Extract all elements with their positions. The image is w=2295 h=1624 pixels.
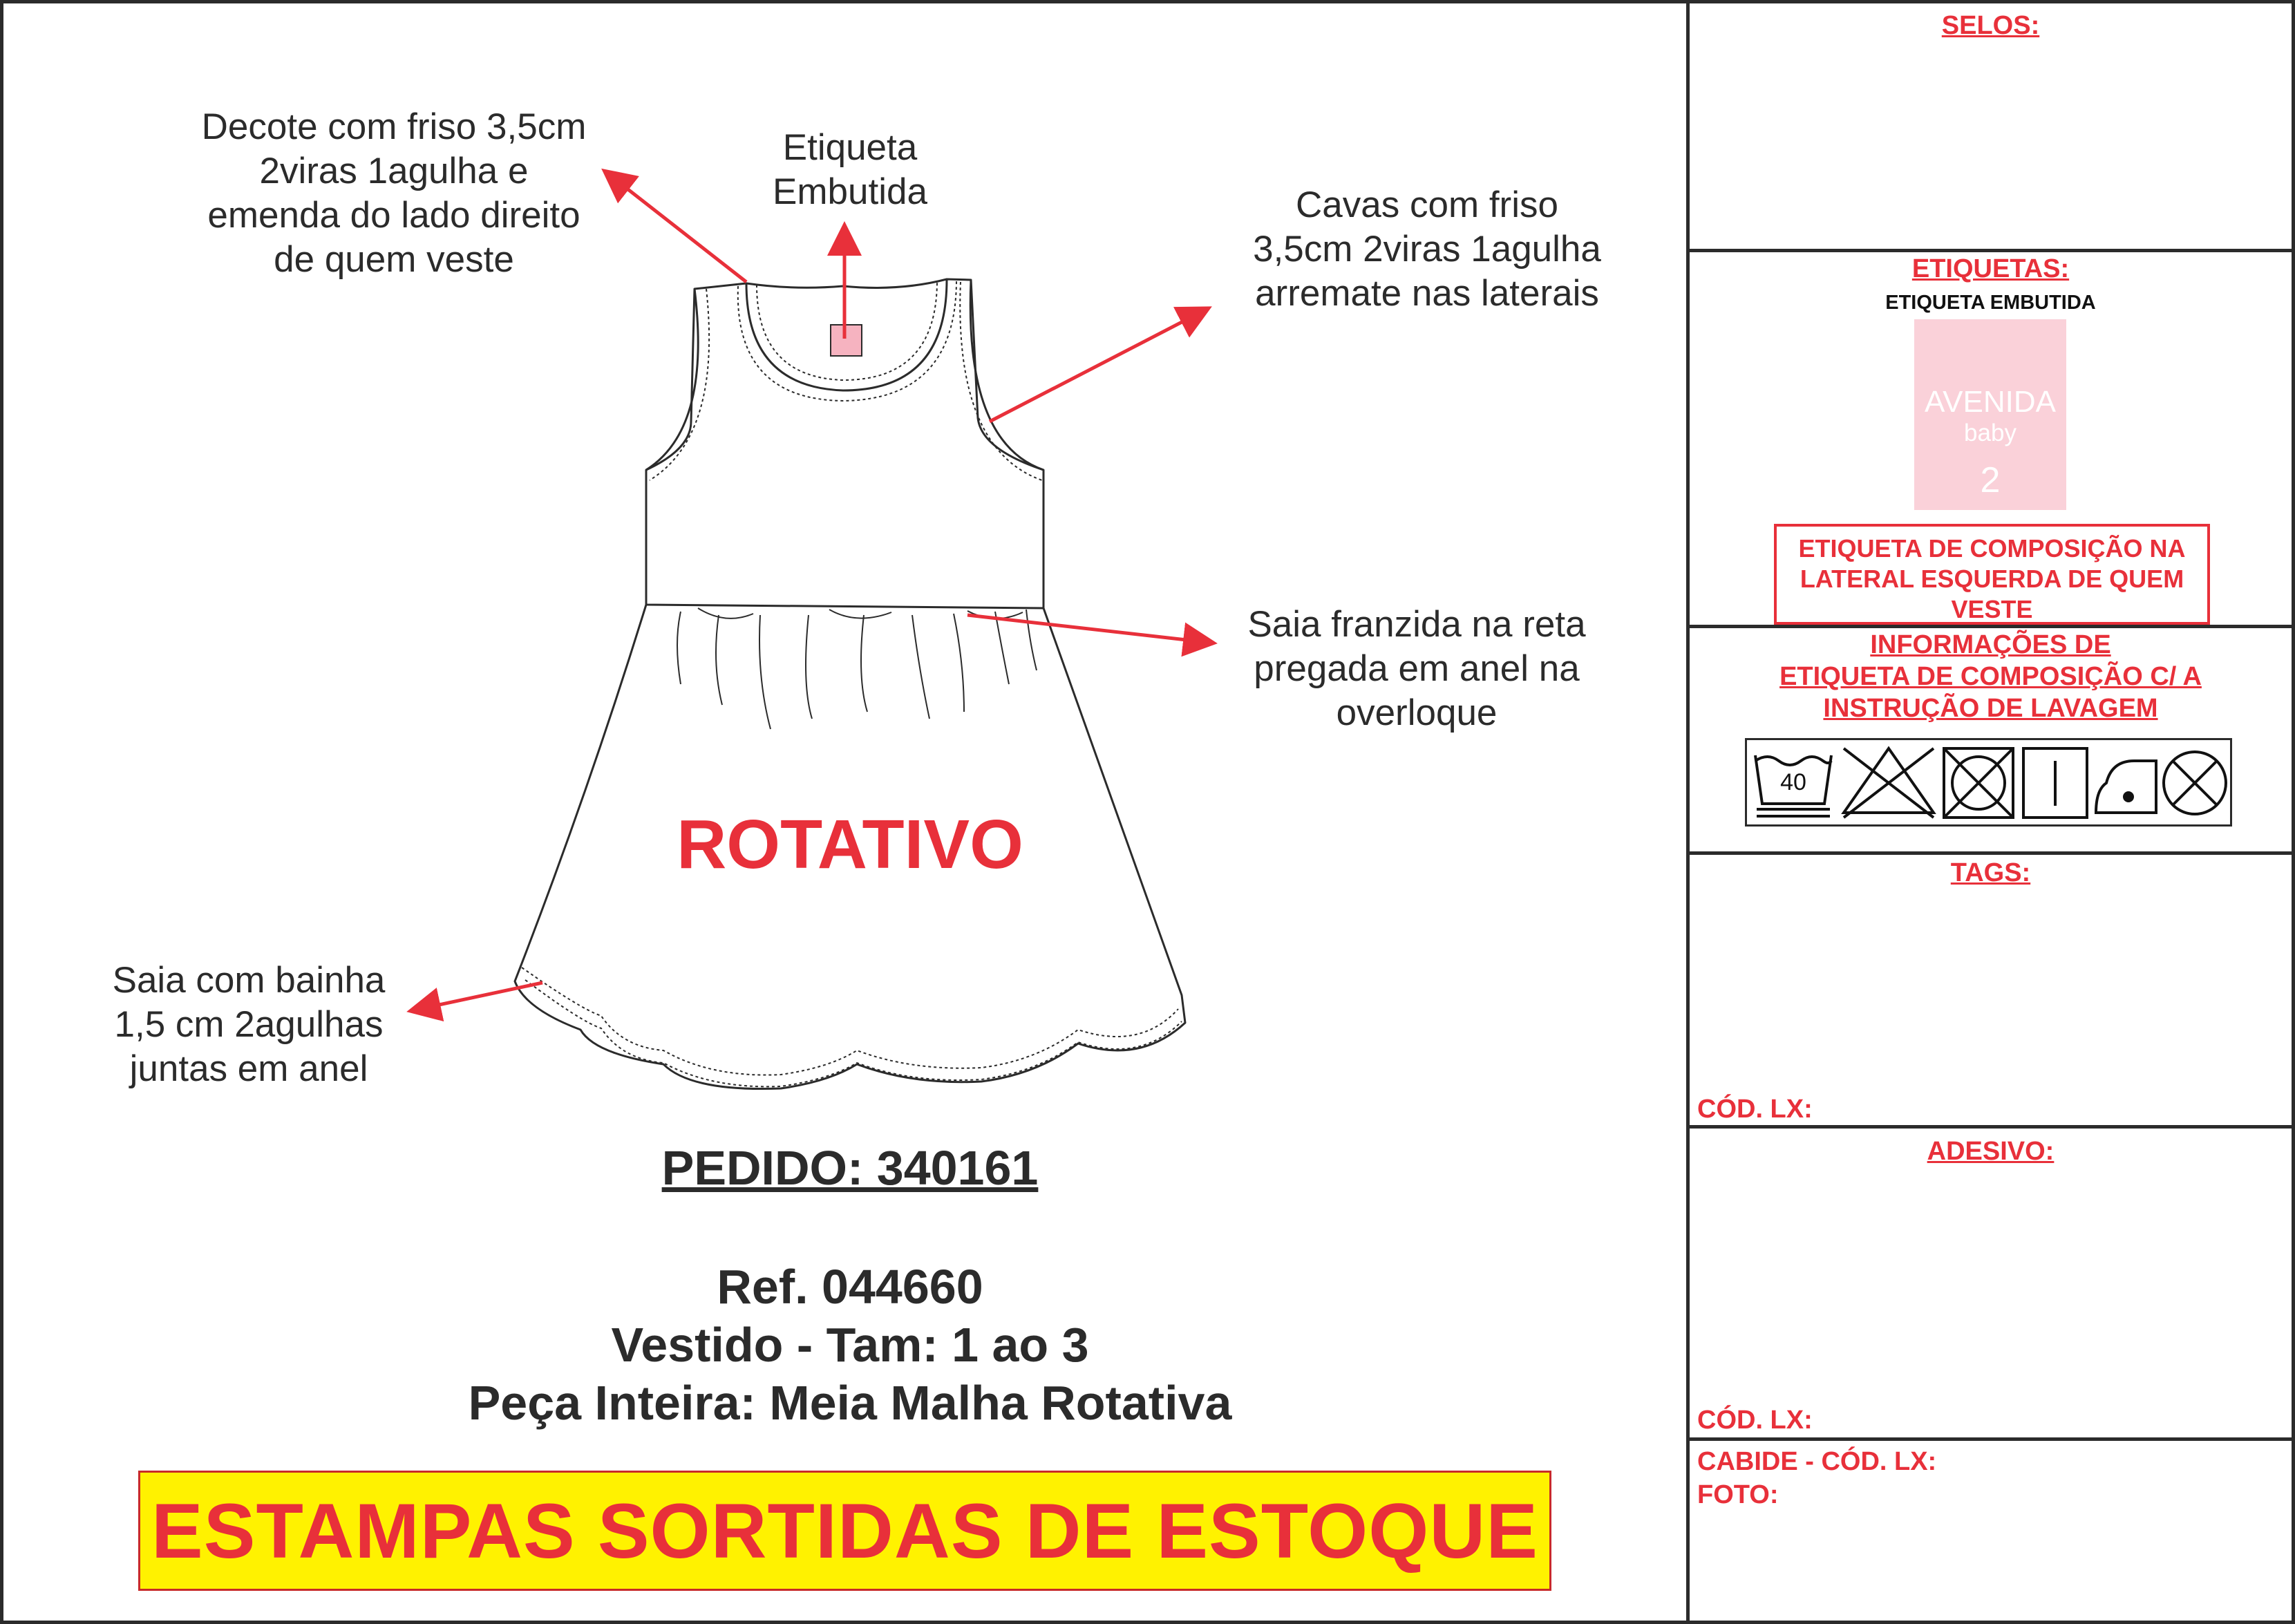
- adesivo-title: ADESIVO:: [1927, 1137, 2055, 1166]
- armhole-left: [646, 289, 698, 470]
- callout-saia-bainha: Saia com bainha 1,5 cm 2agulhas juntas em anel: [112, 960, 386, 1089]
- spec-sidebar: [1690, 0, 2295, 1624]
- adesivo-cod-lx: CÓD. LX:: [1697, 1406, 1813, 1435]
- care-symbols: [1747, 740, 2230, 824]
- etiqueta-embutida-label: ETIQUETA EMBUTIDA: [1885, 292, 2096, 314]
- no-bleach-icon: [1844, 748, 1934, 818]
- info-line-2: ETIQUETA DE COMPOSIÇÃO C/ A: [1779, 662, 2202, 691]
- brand-tag-sub: baby: [1964, 419, 2017, 446]
- foto-label: FOTO:: [1697, 1480, 1779, 1509]
- line-dry-icon: [2023, 748, 2087, 818]
- arrow-decote: [607, 173, 746, 282]
- svg-text:40: 40: [1780, 769, 1806, 795]
- info-line-1: INFORMAÇÕES DE: [1870, 630, 2111, 659]
- iron-low-icon: [2096, 761, 2156, 813]
- etiquetas-title: ETIQUETAS:: [1911, 254, 2070, 283]
- composition-note: ETIQUETA DE COMPOSIÇÃO NA LATERAL ESQUERDA DE QUEM VESTE: [1774, 524, 2210, 625]
- care-instructions: [1745, 738, 2232, 827]
- brand-tag-name: AVENIDA: [1925, 385, 2056, 419]
- callout-decote: Decote com friso 3,5cm 2viras 1agulha e emenda do lado direito de quem veste: [201, 106, 587, 280]
- brand-tag: [1914, 319, 2066, 510]
- product-name: Vestido - Tam: 1 ao 3: [611, 1318, 1089, 1372]
- ref-number: Ref. 044660: [717, 1260, 983, 1314]
- selos-title: SELOS:: [1941, 11, 2040, 40]
- stock-banner: [138, 1471, 1551, 1591]
- material: Peça Inteira: Meia Malha Rotativa: [468, 1376, 1232, 1430]
- info-line-3: INSTRUÇÃO DE LAVAGEM: [1823, 694, 2158, 723]
- no-tumble-dry-icon: [1944, 748, 2013, 818]
- order-number: PEDIDO: 340161: [661, 1141, 1039, 1195]
- callout-cavas: Cavas com friso 3,5cm 2viras 1agulha arremate nas laterais: [1253, 185, 1601, 314]
- callout-saia-franzida: Saia franzida na reta pregada em anel na overloque: [1247, 604, 1586, 733]
- cabide-cod-lx: CABIDE - CÓD. LX:: [1697, 1447, 1937, 1476]
- wash-40-icon: [1755, 755, 1831, 816]
- tags-cod-lx: CÓD. LX:: [1697, 1095, 1813, 1124]
- arrow-cavas: [990, 310, 1206, 422]
- brand-tag-size: 2: [1980, 460, 2001, 500]
- print-label: ROTATIVO: [677, 806, 1023, 883]
- stock-banner-text: ESTAMPAS SORTIDAS DE ESTOQUE: [151, 1487, 1538, 1574]
- no-dry-clean-icon: [2164, 752, 2226, 814]
- armhole-right: [970, 280, 1043, 470]
- callout-etiqueta: Etiqueta Embutida: [773, 127, 927, 212]
- product-info: [332, 1258, 1368, 1432]
- arrow-saia-franzida: [967, 615, 1211, 643]
- tags-title: TAGS:: [1950, 858, 2031, 887]
